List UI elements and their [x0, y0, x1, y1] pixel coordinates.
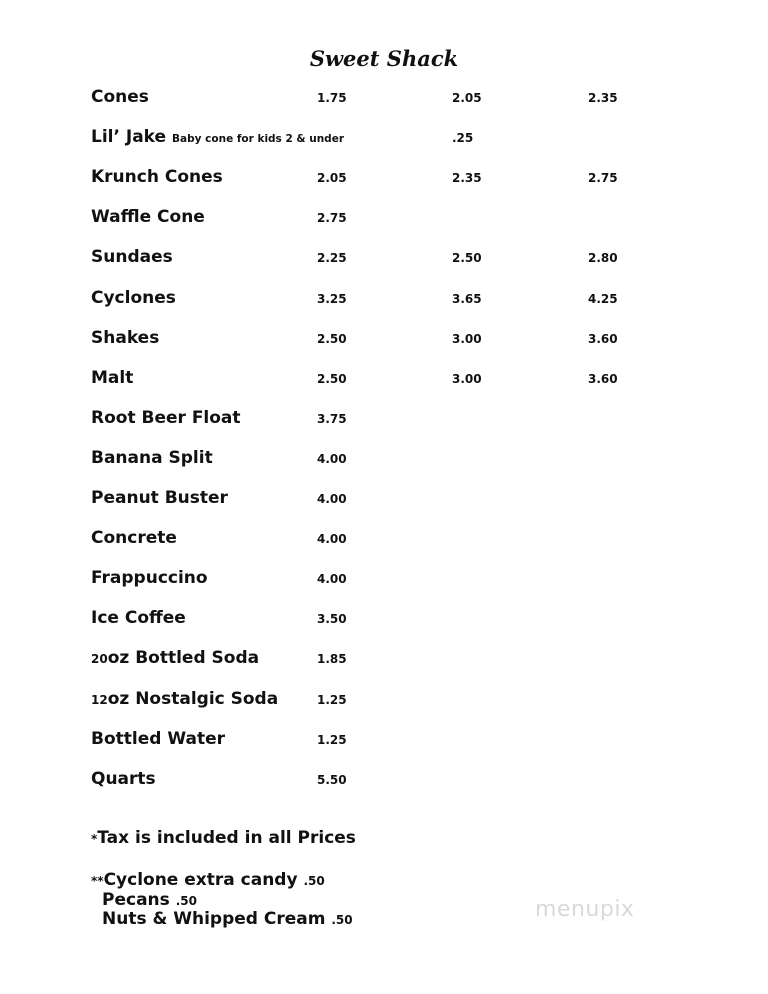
nuts-cream-extra [102, 909, 353, 930]
price-col-2: 3.00 [452, 372, 482, 386]
pecans-price: .50 [175, 894, 197, 908]
nuts-cream-price: .50 [331, 913, 353, 927]
menu-row [0, 688, 768, 712]
price-col-1: 3.75 [317, 412, 347, 426]
menu-item-name [91, 527, 177, 549]
menu-item-name [91, 688, 278, 711]
menu-item-label: Krunch Cones [91, 167, 223, 187]
menu-item-label: Peanut Buster [91, 488, 228, 508]
menu-item-label: Waffle Cone [91, 207, 205, 227]
cyclone-extra-candy-price: .50 [303, 874, 325, 888]
pecans-extra [102, 890, 197, 911]
price-col-2: 3.65 [452, 292, 482, 306]
price-col-1: 2.50 [317, 332, 347, 346]
price-col-1: 1.85 [317, 652, 347, 666]
menu-row [0, 86, 768, 110]
menu-item-size: 20 [91, 652, 108, 666]
menu-item-label: Shakes [91, 328, 160, 348]
menu-row [0, 407, 768, 431]
price-col-3: 4.25 [588, 292, 618, 306]
menu-row [0, 527, 768, 551]
menu-item-label: oz Bottled Soda [107, 648, 260, 668]
price-col-1: 3.50 [317, 612, 347, 626]
menu-row [0, 327, 768, 351]
menu-item-label: Malt [91, 368, 134, 388]
price-col-2: 2.35 [452, 171, 482, 185]
price-col-2: .25 [452, 131, 474, 145]
cyclone-extra-candy [91, 870, 325, 891]
price-col-1: 2.25 [317, 251, 347, 265]
menu-item-label: Cyclones [91, 288, 176, 308]
price-col-3: 3.60 [588, 332, 618, 346]
menu-row [0, 246, 768, 270]
menu-row [0, 206, 768, 230]
menu-item-name [91, 607, 186, 629]
menu-item-name [91, 206, 205, 228]
menu-item-name [91, 487, 228, 509]
menu-item-name [91, 126, 344, 150]
price-col-2: 3.00 [452, 332, 482, 346]
tax-star: * [91, 832, 98, 846]
price-col-1: 1.25 [317, 693, 347, 707]
menu-item-label: Sundaes [91, 247, 173, 267]
menu-row [0, 647, 768, 671]
menu-title: Sweet Shack [309, 46, 459, 71]
menu-item-name [91, 447, 213, 469]
menu-row [0, 367, 768, 391]
menu-row [0, 447, 768, 471]
menu-item-size: 12 [91, 693, 108, 707]
price-col-1: 1.75 [317, 91, 347, 105]
menu-item-name [91, 327, 159, 349]
price-col-3: 3.60 [588, 372, 618, 386]
menu-item-label: Banana Split [91, 448, 213, 468]
menu-item-label: Frappuccino [91, 568, 208, 588]
menu-row [0, 487, 768, 511]
menu-item-name [91, 768, 156, 790]
price-col-1: 4.00 [317, 532, 347, 546]
menu-row [0, 728, 768, 752]
price-col-3: 2.75 [588, 171, 618, 185]
menu-item-label: Lil’ Jake [91, 127, 167, 147]
menu-row [0, 166, 768, 190]
price-col-1: 2.50 [317, 372, 347, 386]
menu-item-name [91, 407, 241, 429]
menu-item-label: Quarts [91, 769, 156, 789]
price-col-1: 2.75 [317, 211, 347, 225]
price-col-1: 2.05 [317, 171, 347, 185]
menu-item-label: Ice Coffee [91, 608, 186, 628]
price-col-2: 2.05 [452, 91, 482, 105]
menu-row [0, 567, 768, 591]
price-col-1: 3.25 [317, 292, 347, 306]
menupix-watermark: menupix [535, 897, 635, 922]
menu-row [0, 126, 768, 150]
menu-item-name [91, 166, 223, 188]
price-col-2: 2.50 [452, 251, 482, 265]
cyclone-extra-candy-label: Cyclone extra candy [103, 870, 298, 890]
price-col-1: 4.00 [317, 492, 347, 506]
menu-item-name [91, 367, 133, 389]
price-col-3: 2.35 [588, 91, 618, 105]
price-col-1: 4.00 [317, 572, 347, 586]
menu-item-note: Baby cone for kids 2 & under [172, 133, 344, 145]
tax-note [91, 828, 356, 849]
price-col-1: 4.00 [317, 452, 347, 466]
tax-text: Tax is included in all Prices [97, 828, 356, 848]
menu-item-label: Root Beer Float [91, 408, 241, 428]
menu-item-name [91, 728, 225, 750]
menu-item-name [91, 287, 176, 309]
menu-item-label: oz Nostalgic Soda [107, 689, 279, 709]
price-col-1: 1.25 [317, 733, 347, 747]
price-col-3: 2.80 [588, 251, 618, 265]
menu-item-label: Concrete [91, 528, 177, 548]
extras-stars: ** [91, 874, 104, 888]
menu-row [0, 607, 768, 631]
menu-item-name [91, 647, 259, 670]
menu-row [0, 287, 768, 311]
menu-row [0, 768, 768, 792]
menu-item-label: Bottled Water [91, 729, 225, 749]
pecans-label: Pecans [102, 890, 170, 910]
menu-item-name [91, 567, 208, 589]
price-col-1: 5.50 [317, 773, 347, 787]
menu-item-name [91, 246, 173, 268]
menu-item-label: Cones [91, 87, 149, 107]
nuts-cream-label: Nuts & Whipped Cream [102, 909, 326, 929]
menu-item-name [91, 86, 149, 108]
